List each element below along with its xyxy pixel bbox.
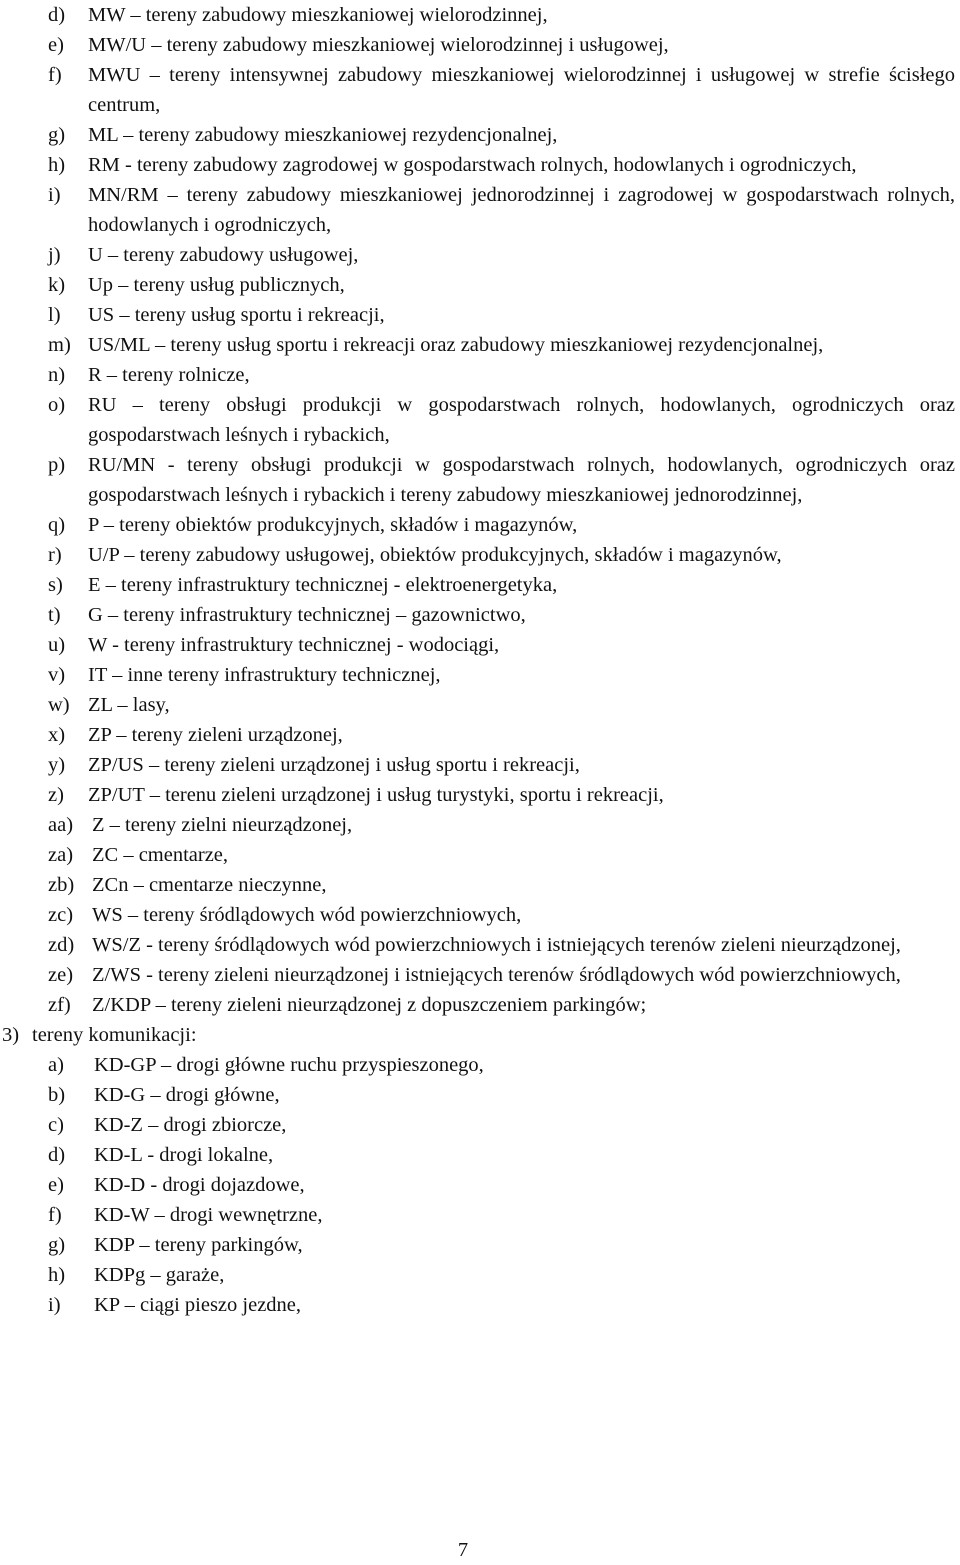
item-label: h) bbox=[48, 154, 66, 176]
list-item bbox=[0, 120, 955, 150]
list-item bbox=[0, 1170, 955, 1200]
item-text: RM - tereny zabudowy zagrodowej w gospodarstwach rolnych, hodowlanych i ogrodniczych, bbox=[88, 154, 857, 176]
item-text: KDP – tereny parkingów, bbox=[94, 1234, 303, 1256]
item-label: zb) bbox=[48, 874, 75, 896]
item-text: KD-GP – drogi główne ruchu przyspieszonego, bbox=[94, 1054, 484, 1076]
list-item bbox=[0, 720, 955, 750]
item-text: Up – tereny usług publicznych, bbox=[88, 274, 345, 296]
item-label: n) bbox=[48, 364, 66, 386]
item-text: US/ML – tereny usług sportu i rekreacji oraz zabudowy mieszkaniowej rezydencjonalnej, bbox=[88, 334, 824, 356]
item-text: MW – tereny zabudowy mieszkaniowej wielorodzinnej, bbox=[88, 4, 548, 26]
item-text: W - tereny infrastruktury technicznej - wodociągi, bbox=[88, 634, 500, 656]
item-label: y) bbox=[48, 754, 66, 776]
list-item bbox=[0, 930, 955, 960]
section-heading bbox=[0, 1020, 955, 1050]
list-item bbox=[0, 960, 955, 990]
item-text: ZC – cmentarze, bbox=[92, 844, 229, 866]
item-label: d) bbox=[48, 1144, 66, 1166]
item-label: b) bbox=[48, 1084, 66, 1106]
item-text: WS/Z - tereny śródlądowych wód powierzchniowych i istniejących terenów zieleni nieurządzonej, bbox=[92, 934, 901, 956]
list-item bbox=[0, 900, 955, 930]
list-item bbox=[0, 1230, 955, 1260]
item-text: ZP – tereny zieleni urządzonej, bbox=[88, 724, 343, 746]
list-item bbox=[0, 630, 955, 660]
item-label: za) bbox=[48, 844, 74, 866]
list-item bbox=[0, 1050, 955, 1080]
list-item bbox=[0, 810, 955, 840]
item-label: e) bbox=[48, 1174, 64, 1196]
item-label: l) bbox=[48, 304, 61, 326]
item-text: E – tereny infrastruktury technicznej - elektroenergetyka, bbox=[88, 574, 558, 596]
list-item bbox=[0, 450, 955, 510]
item-text: KD-Z – drogi zbiorcze, bbox=[94, 1114, 287, 1136]
item-text: KDPg – garaże, bbox=[94, 1264, 225, 1286]
item-label: g) bbox=[48, 124, 66, 146]
item-text: G – tereny infrastruktury technicznej – gazownictwo, bbox=[88, 604, 526, 626]
list-item bbox=[0, 660, 955, 690]
item-text: ZP/US – tereny zieleni urządzonej i usług sportu i rekreacji, bbox=[88, 754, 580, 776]
item-text: U – tereny zabudowy usługowej, bbox=[88, 244, 359, 266]
item-label: a) bbox=[48, 1054, 64, 1076]
item-text: IT – inne tereny infrastruktury technicznej, bbox=[88, 664, 441, 686]
item-text: WS – tereny śródlądowych wód powierzchniowych, bbox=[92, 904, 522, 926]
list-item bbox=[0, 840, 955, 870]
list-item bbox=[0, 300, 955, 330]
list-item bbox=[0, 1080, 955, 1110]
item-text: RU – tereny obsługi produkcji w gospodarstwach rolnych, hodowlanych, ogrodniczych oraz gospodarstwach leśnych i rybackich, bbox=[88, 394, 955, 446]
item-label: zd) bbox=[48, 934, 75, 956]
item-label: x) bbox=[48, 724, 66, 746]
list-item bbox=[0, 870, 955, 900]
list-item bbox=[0, 750, 955, 780]
list-item bbox=[0, 270, 955, 300]
item-text: KD-D - drogi dojazdowe, bbox=[94, 1174, 305, 1196]
item-label: o) bbox=[48, 394, 66, 416]
item-label: zf) bbox=[48, 994, 71, 1016]
item-text: ML – tereny zabudowy mieszkaniowej rezydencjonalnej, bbox=[88, 124, 558, 146]
item-text: R – tereny rolnicze, bbox=[88, 364, 250, 386]
list-item bbox=[0, 690, 955, 720]
list-item bbox=[0, 360, 955, 390]
item-text: MWU – tereny intensywnej zabudowy mieszkaniowej wielorodzinnej i usługowej w strefie ścisłego centrum, bbox=[88, 64, 955, 116]
item-text: KP – ciągi pieszo jezdne, bbox=[94, 1294, 302, 1316]
item-label: r) bbox=[48, 544, 62, 566]
item-text: MN/RM – tereny zabudowy mieszkaniowej jednorodzinnej i zagrodowej w gospodarstwach rolnych, hodowlanych i ogrodniczych, bbox=[88, 184, 955, 236]
item-label: k) bbox=[48, 274, 66, 296]
list-item bbox=[0, 780, 955, 810]
item-label: i) bbox=[48, 1294, 61, 1316]
list-item bbox=[0, 180, 955, 240]
list-item bbox=[0, 1140, 955, 1170]
list-item bbox=[0, 240, 955, 270]
item-label: s) bbox=[48, 574, 63, 596]
item-label: j) bbox=[48, 244, 61, 266]
list-item bbox=[0, 570, 955, 600]
item-label: 3) bbox=[2, 1024, 20, 1046]
item-text: Z/WS - tereny zieleni nieurządzonej i istniejących terenów śródlądowych wód powierzchniowych, bbox=[92, 964, 901, 986]
item-text: MW/U – tereny zabudowy mieszkaniowej wielorodzinnej i usługowej, bbox=[88, 34, 669, 56]
list-item bbox=[0, 390, 955, 450]
item-label: v) bbox=[48, 664, 66, 686]
item-label: t) bbox=[48, 604, 61, 626]
list-item bbox=[0, 1260, 955, 1290]
item-text: RU/MN - tereny obsługi produkcji w gospodarstwach rolnych, hodowlanych, ogrodniczych oraz gospodarstwach leśnych i rybackich i tereny zabudowy mieszkaniowej jednorodzinnej, bbox=[88, 454, 955, 506]
list-item bbox=[0, 150, 955, 180]
item-label: q) bbox=[48, 514, 66, 536]
list-item bbox=[0, 1290, 955, 1320]
item-text: KD-G – drogi główne, bbox=[94, 1084, 280, 1106]
list-item bbox=[0, 30, 955, 60]
item-label: c) bbox=[48, 1114, 64, 1136]
item-text: U/P – tereny zabudowy usługowej, obiektów produkcyjnych, składów i magazynów, bbox=[88, 544, 782, 566]
item-label: f) bbox=[48, 64, 62, 86]
item-label: p) bbox=[48, 454, 66, 476]
item-label: w) bbox=[48, 694, 70, 716]
item-text: Z/KDP – tereny zieleni nieurządzonej z dopuszczeniem parkingów; bbox=[92, 994, 647, 1016]
list-item bbox=[0, 1200, 955, 1230]
item-text: US – tereny usług sportu i rekreacji, bbox=[88, 304, 385, 326]
list-item bbox=[0, 1110, 955, 1140]
item-text: ZCn – cmentarze nieczynne, bbox=[92, 874, 327, 896]
item-text: tereny komunikacji: bbox=[32, 1024, 197, 1046]
list-item bbox=[0, 0, 955, 30]
item-label: e) bbox=[48, 34, 64, 56]
list-item bbox=[0, 540, 955, 570]
item-label: ze) bbox=[48, 964, 74, 986]
item-text: KD-W – drogi wewnętrzne, bbox=[94, 1204, 323, 1226]
item-text: Z – tereny zielni nieurządzonej, bbox=[92, 814, 353, 836]
item-label: aa) bbox=[48, 814, 74, 836]
page-number: 7 bbox=[457, 1539, 469, 1561]
item-label: f) bbox=[48, 1204, 62, 1226]
item-text: ZP/UT – terenu zieleni urządzonej i usług turystyki, sportu i rekreacji, bbox=[88, 784, 664, 806]
list-item bbox=[0, 600, 955, 630]
item-label: zc) bbox=[48, 904, 74, 926]
item-label: i) bbox=[48, 184, 61, 206]
item-text: KD-L - drogi lokalne, bbox=[94, 1144, 274, 1166]
item-label: h) bbox=[48, 1264, 66, 1286]
list-item bbox=[0, 510, 955, 540]
item-text: ZL – lasy, bbox=[88, 694, 170, 716]
item-label: g) bbox=[48, 1234, 66, 1256]
item-label: u) bbox=[48, 634, 66, 656]
item-label: d) bbox=[48, 4, 66, 26]
list-item bbox=[0, 990, 955, 1020]
list-item bbox=[0, 60, 955, 120]
item-label: z) bbox=[48, 784, 64, 806]
list-item bbox=[0, 330, 955, 360]
item-label: m) bbox=[48, 334, 71, 356]
item-text: P – tereny obiektów produkcyjnych, składów i magazynów, bbox=[88, 514, 578, 536]
